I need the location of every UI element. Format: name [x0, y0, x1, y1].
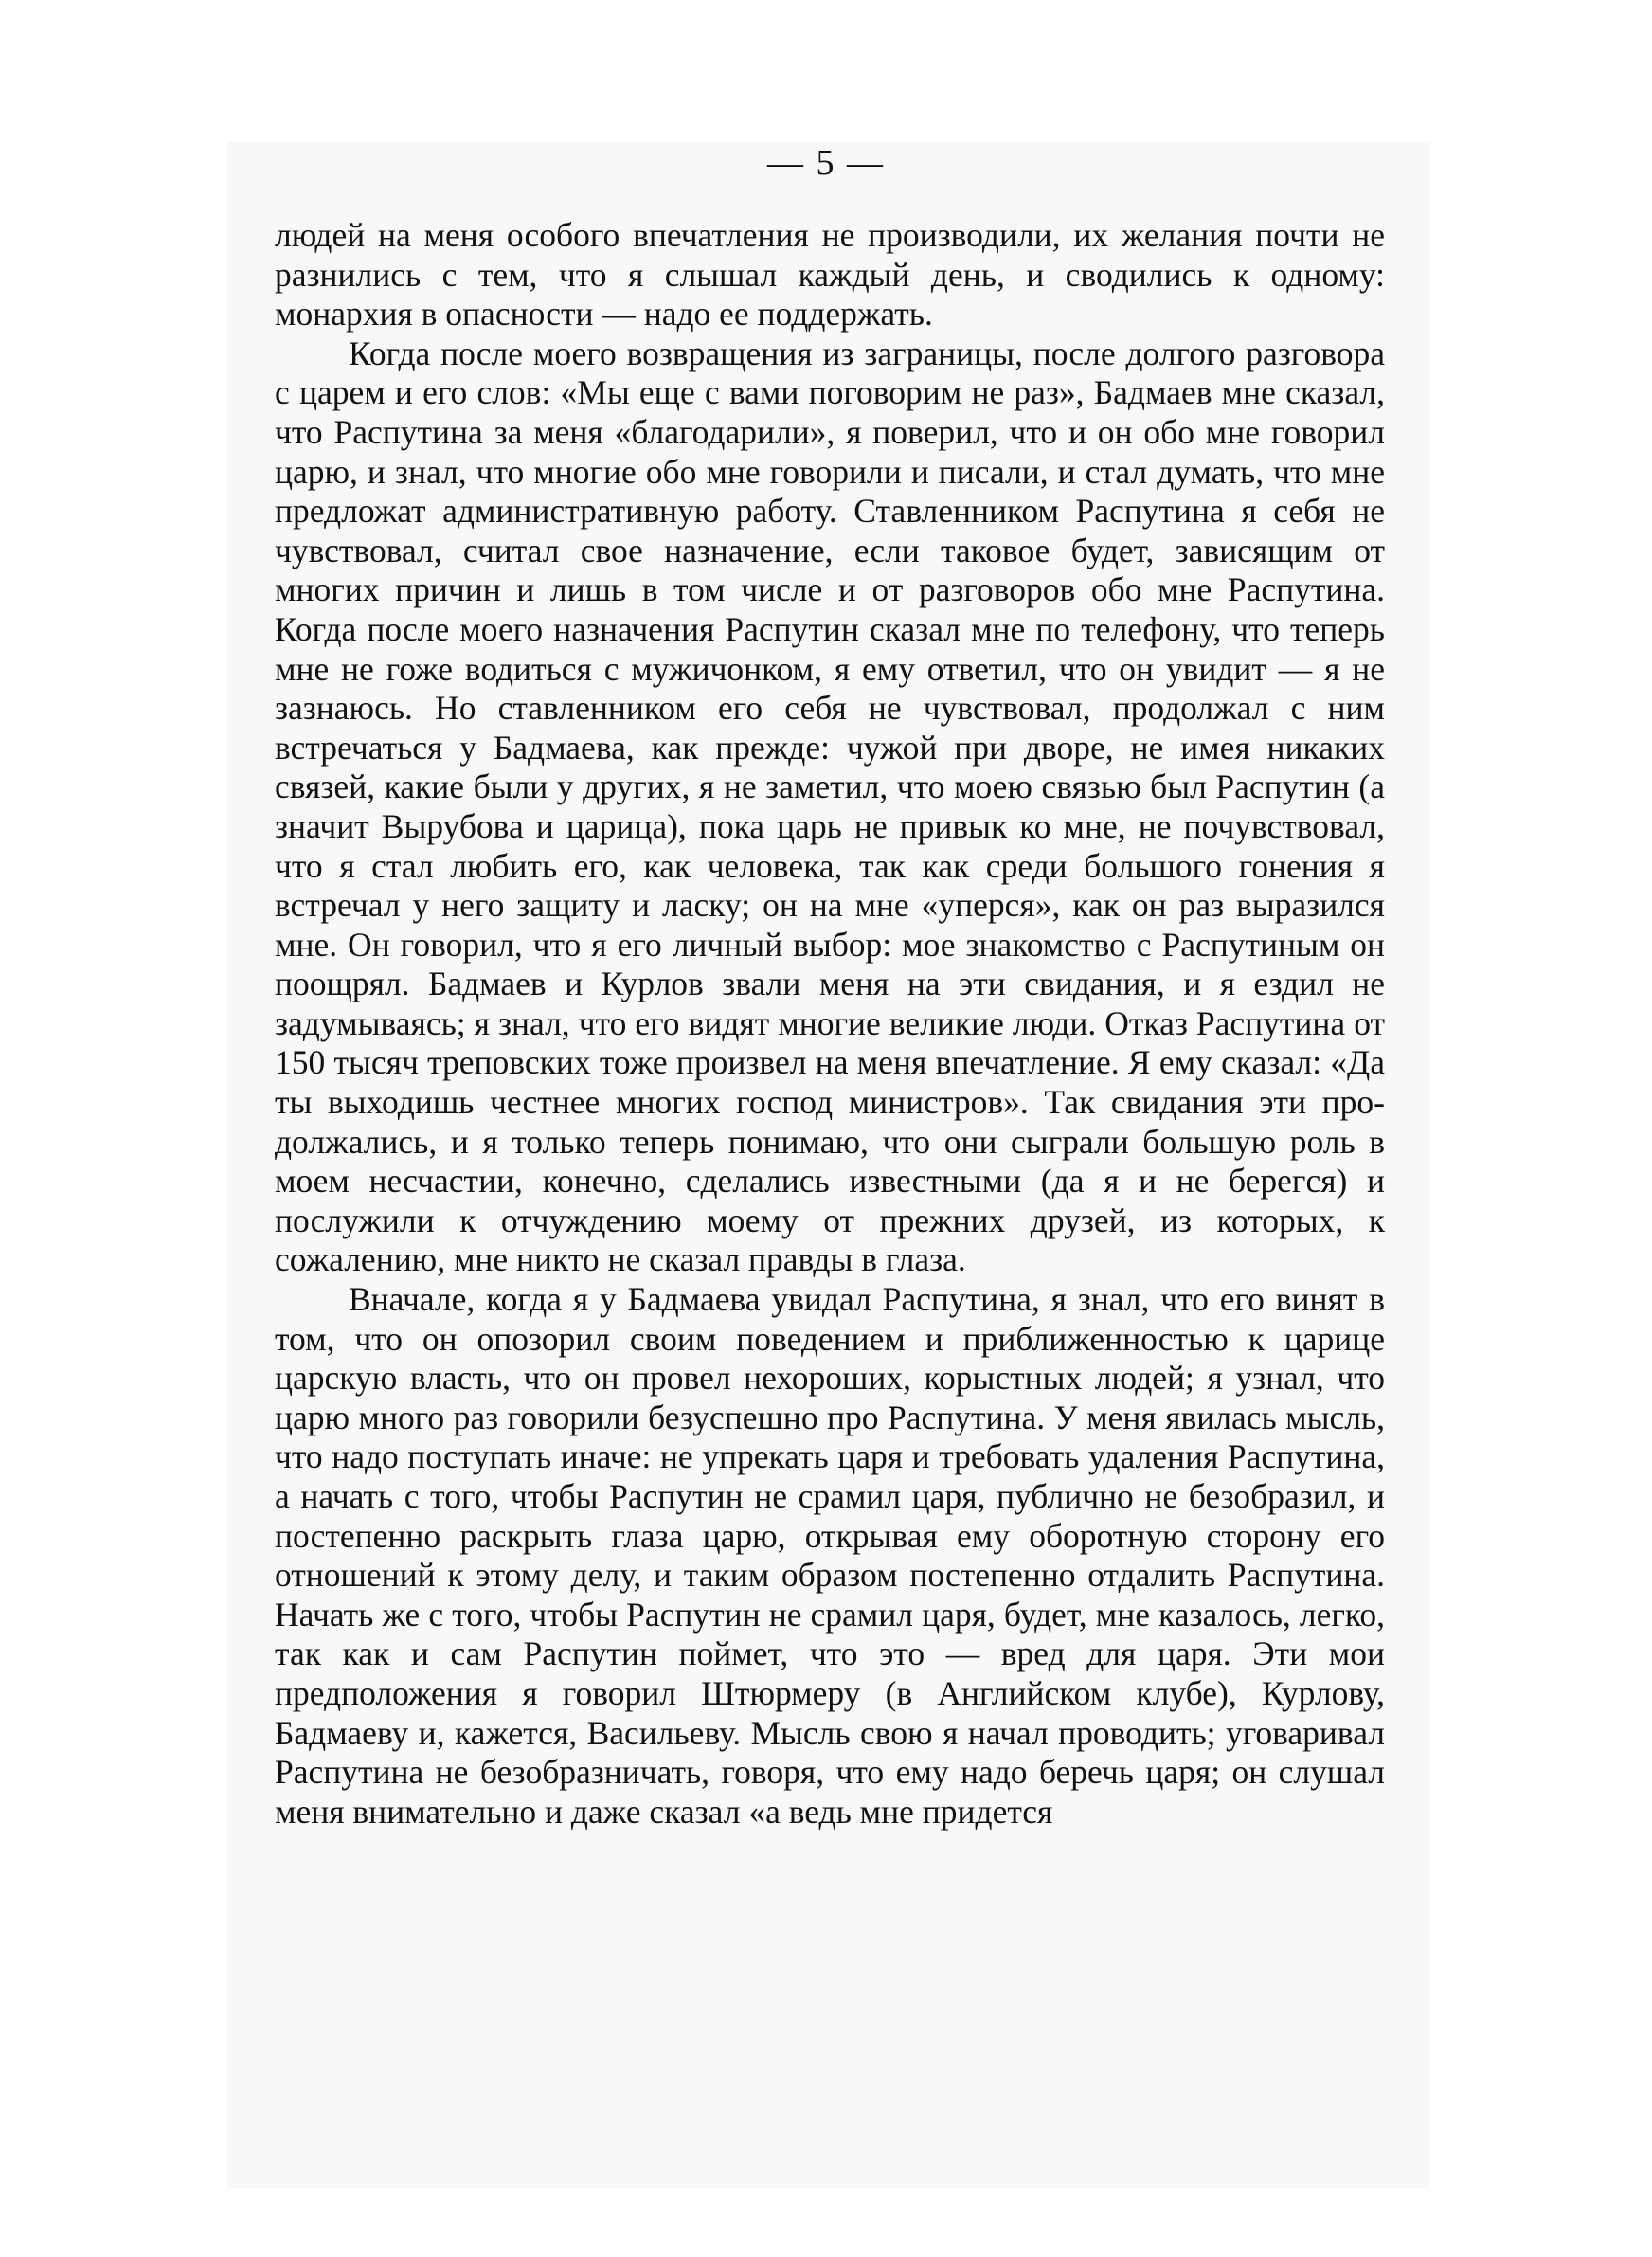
paragraph-return-from-abroad: Когда после моего возвращения из заграницы, после долгого разговора с царем и его слов: «Мы еще с вами поговорим не раз», Бадмаев мне сказал, что Распутина за меня «благодарили», я поверил, что и он обо мне говорил царю, и знал, что многие обо мне говорили и писали, и стал думать, что мне предложат административную работу. Ставленником Распутина я себя не чувствовал, считал свое назначение, если таковое будет, зависящим от многих причин и лишь в том числе и от разговоров обо мне Распутина. Когда после моего назначения Распутин сказал мне по телефону, что теперь мне не гоже водиться с мужичонком, я ему ответил, что он увидит — я не зазнаюсь. Но ставленником его себя не чувствовал, продолжал с ним встречаться у Бадмаева, как прежде: чужой при дворе, не имея никаких связей, какие были у других, я не заметил, что моею связью был Распутин (а значит Вырубова и царица), пока царь не привык ко мне, не почувствовал, что я стал любить его, как человека, так как среди большого гонения я встречал у него защиту и ласку; он на мне «уперся», как он раз выразился мне. Он говорил, что я его личный выбор: мое знакомство с Распутиным он поощрял. Бадмаев и Курлов звали меня на эти свидания, и я ездил не задумываясь; я знал, что его видят многие великие люди. Отказ Распутина от 150 тысяч треповских тоже произвел на меня впечатление. Я ему сказал: «Да ты выходишь честнее многих господ министров». Так свидания эти продолжались, и я только теперь понимаю, что они сыграли большую роль в моем несчастии, конечно, сделались известными (да я и не берегся) и послужили к отчуждению моему от прежних друзей, из которых, к сожалению, мне никто не сказал правды в глаза. — [275, 334, 1385, 1279]
paragraph-continuation: людей на меня особого впечатления не производили, их желания почти не разнились с тем, что я слышал каждый день, и сводились к одному: монархия в опасности — надо ее поддержать. — [275, 216, 1385, 334]
page-number: — 5 — — [767, 143, 885, 183]
paragraph-first-meeting: Вначале, когда я у Бадмаева увидал Распутина, я знал, что его винят в том, что он опозорил своим поведением и приближенностью к царице царскую власть, что он провел нехороших, корыстных людей; я узнал, что царю много раз говорили безуспешно про Распутина. У меня явилась мысль, что надо поступать иначе: не упрекать царя и требовать удаления Распутина, а начать с того, чтобы Распутин не срамил царя, публично не безобразил, и постепенно раскрыть глаза царю, открывая ему оборотную сторону его отношений к этому делу, и таким образом постепенно отдалить Распутина. Начать же с того, чтобы Распутин не срамил царя, будет, мне казалось, легко, так как и сам Распутин поймет, что это — вред для царя. Эти мои предположения я говорил Штюрмеру (в Английском клубе), Курлову, Бадмаеву и, кажется, Васильеву. Мысль свою я начал проводить; уговаривал Распутина не безобразничать, говоря, что ему надо беречь царя; он слушал меня внимательно и даже сказал «а ведь мне придется — [275, 1280, 1385, 1831]
body-text — [275, 216, 1385, 1832]
